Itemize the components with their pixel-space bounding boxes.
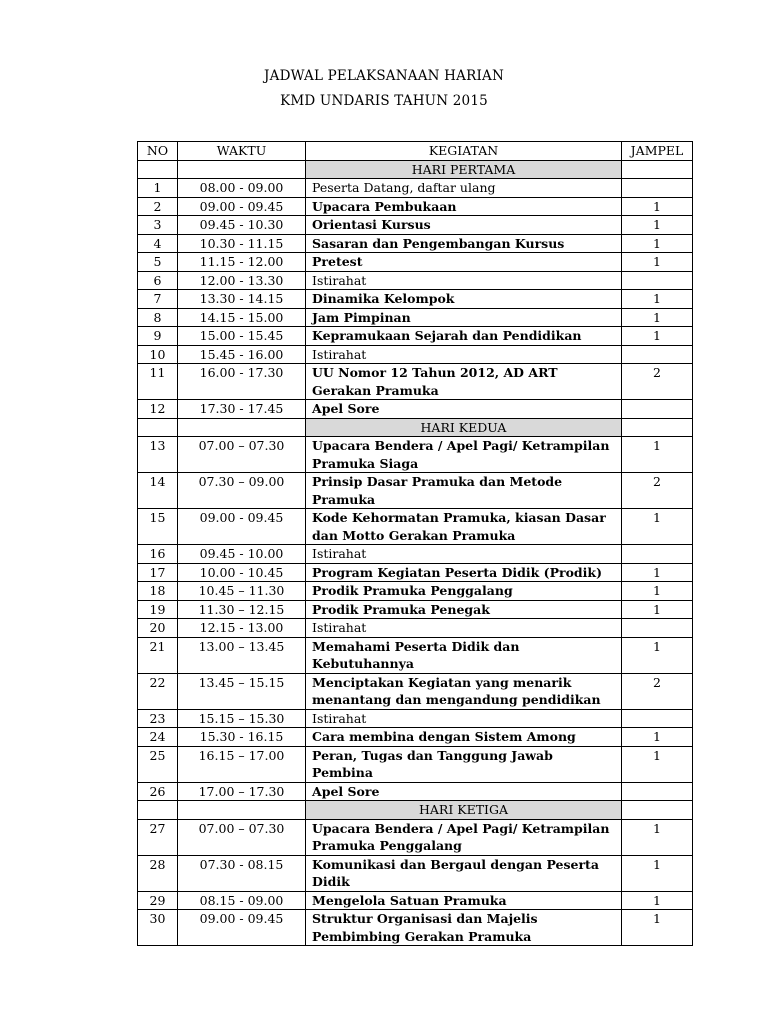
row-number: 11	[138, 364, 178, 400]
row-jampel: 1	[622, 746, 693, 782]
day-label: HARI KEDUA	[306, 418, 622, 437]
empty-cell	[622, 801, 693, 820]
row-jampel: 1	[622, 216, 693, 235]
table-row	[138, 563, 693, 582]
row-jampel: 1	[622, 582, 693, 601]
row-number: 13	[138, 437, 178, 473]
empty-cell	[178, 418, 306, 437]
row-number: 17	[138, 563, 178, 582]
row-activity: Orientasi Kursus	[306, 216, 622, 235]
row-time: 07.00 – 07.30	[178, 819, 306, 855]
header-no: NO	[138, 142, 178, 161]
row-activity: Jam Pimpinan	[306, 308, 622, 327]
row-time: 16.15 – 17.00	[178, 746, 306, 782]
row-number: 6	[138, 271, 178, 290]
row-jampel: 1	[622, 637, 693, 673]
row-jampel	[622, 271, 693, 290]
row-number: 28	[138, 855, 178, 891]
row-activity: Istirahat	[306, 545, 622, 564]
table-row	[138, 509, 693, 545]
row-number: 2	[138, 197, 178, 216]
day-header-row	[138, 801, 693, 820]
row-activity: Upacara Bendera / Apel Pagi/ Ketrampilan Pramuka Siaga	[306, 437, 622, 473]
row-activity: Upacara Bendera / Apel Pagi/ Ketrampilan Pramuka Penggalang	[306, 819, 622, 855]
row-number: 7	[138, 290, 178, 309]
table-row	[138, 782, 693, 801]
row-time: 15.00 - 15.45	[178, 327, 306, 346]
table-row	[138, 253, 693, 272]
row-activity: Apel Sore	[306, 782, 622, 801]
table-row	[138, 673, 693, 709]
table-row	[138, 216, 693, 235]
schedule-table	[137, 141, 693, 946]
row-jampel: 1	[622, 819, 693, 855]
table-row	[138, 179, 693, 198]
table-row	[138, 327, 693, 346]
table-body	[138, 160, 693, 946]
row-activity: Istirahat	[306, 619, 622, 638]
row-activity: Istirahat	[306, 345, 622, 364]
table-row	[138, 891, 693, 910]
row-jampel: 1	[622, 910, 693, 946]
empty-cell	[178, 801, 306, 820]
table-row	[138, 290, 693, 309]
row-activity: Peran, Tugas dan Tanggung Jawab Pembina	[306, 746, 622, 782]
row-number: 23	[138, 709, 178, 728]
table-row	[138, 364, 693, 400]
row-jampel: 1	[622, 437, 693, 473]
row-time: 14.15 - 15.00	[178, 308, 306, 327]
row-time: 09.00 - 09.45	[178, 910, 306, 946]
row-jampel: 1	[622, 327, 693, 346]
day-header-row	[138, 418, 693, 437]
row-jampel: 1	[622, 855, 693, 891]
row-activity: Apel Sore	[306, 400, 622, 419]
row-jampel: 1	[622, 290, 693, 309]
row-jampel	[622, 545, 693, 564]
row-activity: Mengelola Satuan Pramuka	[306, 891, 622, 910]
row-time: 15.15 – 15.30	[178, 709, 306, 728]
row-number: 21	[138, 637, 178, 673]
table-header-row	[138, 142, 693, 161]
row-activity: Cara membina dengan Sistem Among	[306, 728, 622, 747]
row-number: 8	[138, 308, 178, 327]
row-time: 12.15 - 13.00	[178, 619, 306, 638]
row-time: 15.45 - 16.00	[178, 345, 306, 364]
row-activity: Peserta Datang, daftar ulang	[306, 179, 622, 198]
row-time: 07.30 - 08.15	[178, 855, 306, 891]
row-time: 09.00 - 09.45	[178, 197, 306, 216]
empty-cell	[178, 160, 306, 179]
row-number: 18	[138, 582, 178, 601]
row-time: 16.00 - 17.30	[178, 364, 306, 400]
row-activity: Sasaran dan Pengembangan Kursus	[306, 234, 622, 253]
row-number: 29	[138, 891, 178, 910]
row-time: 12.00 - 13.30	[178, 271, 306, 290]
row-jampel	[622, 345, 693, 364]
row-time: 17.00 – 17.30	[178, 782, 306, 801]
row-time: 15.30 - 16.15	[178, 728, 306, 747]
row-time: 11.30 – 12.15	[178, 600, 306, 619]
table-row	[138, 709, 693, 728]
row-jampel	[622, 179, 693, 198]
row-number: 27	[138, 819, 178, 855]
row-time: 09.00 - 09.45	[178, 509, 306, 545]
row-activity: Prinsip Dasar Pramuka dan Metode Pramuka	[306, 473, 622, 509]
row-number: 20	[138, 619, 178, 638]
row-number: 15	[138, 509, 178, 545]
row-time: 10.30 - 11.15	[178, 234, 306, 253]
table-row	[138, 746, 693, 782]
row-number: 14	[138, 473, 178, 509]
row-activity: Program Kegiatan Peserta Didik (Prodik)	[306, 563, 622, 582]
row-time: 09.45 - 10.00	[178, 545, 306, 564]
row-jampel: 2	[622, 673, 693, 709]
row-number: 25	[138, 746, 178, 782]
row-jampel: 1	[622, 234, 693, 253]
row-activity: Istirahat	[306, 709, 622, 728]
empty-cell	[138, 801, 178, 820]
table-row	[138, 637, 693, 673]
row-number: 24	[138, 728, 178, 747]
row-number: 1	[138, 179, 178, 198]
row-time: 13.30 - 14.15	[178, 290, 306, 309]
row-number: 4	[138, 234, 178, 253]
row-jampel: 1	[622, 891, 693, 910]
row-number: 10	[138, 345, 178, 364]
row-activity: Dinamika Kelompok	[306, 290, 622, 309]
table-row	[138, 728, 693, 747]
empty-cell	[138, 160, 178, 179]
row-activity: Pretest	[306, 253, 622, 272]
row-activity: Upacara Pembukaan	[306, 197, 622, 216]
row-jampel	[622, 619, 693, 638]
row-jampel: 1	[622, 197, 693, 216]
table-row	[138, 473, 693, 509]
row-jampel: 1	[622, 563, 693, 582]
table-row	[138, 582, 693, 601]
table-row	[138, 855, 693, 891]
row-time: 13.00 – 13.45	[178, 637, 306, 673]
row-jampel	[622, 400, 693, 419]
table-row	[138, 271, 693, 290]
row-activity: Istirahat	[306, 271, 622, 290]
day-label: HARI KETIGA	[306, 801, 622, 820]
row-jampel: 2	[622, 364, 693, 400]
row-jampel: 1	[622, 509, 693, 545]
row-activity: Menciptakan Kegiatan yang menarik menantang dan mengandung pendidikan	[306, 673, 622, 709]
row-number: 3	[138, 216, 178, 235]
row-number: 30	[138, 910, 178, 946]
row-jampel	[622, 709, 693, 728]
row-jampel: 1	[622, 600, 693, 619]
table-row	[138, 308, 693, 327]
row-number: 5	[138, 253, 178, 272]
row-activity: Kepramukaan Sejarah dan Pendidikan	[306, 327, 622, 346]
row-number: 16	[138, 545, 178, 564]
header-jampel: JAMPEL	[622, 142, 693, 161]
row-activity: Prodik Pramuka Penggalang	[306, 582, 622, 601]
row-jampel: 1	[622, 253, 693, 272]
day-label: HARI PERTAMA	[306, 160, 622, 179]
row-activity: Prodik Pramuka Penegak	[306, 600, 622, 619]
row-time: 17.30 - 17.45	[178, 400, 306, 419]
table-row	[138, 819, 693, 855]
table-row	[138, 345, 693, 364]
row-number: 26	[138, 782, 178, 801]
header-kegiatan: KEGIATAN	[306, 142, 622, 161]
row-jampel: 1	[622, 728, 693, 747]
row-jampel: 1	[622, 308, 693, 327]
table-row	[138, 197, 693, 216]
row-number: 9	[138, 327, 178, 346]
table-row	[138, 619, 693, 638]
row-time: 13.45 – 15.15	[178, 673, 306, 709]
row-activity: Kode Kehormatan Pramuka, kiasan Dasar dan Motto Gerakan Pramuka	[306, 509, 622, 545]
header-waktu: WAKTU	[178, 142, 306, 161]
row-number: 22	[138, 673, 178, 709]
table-row	[138, 545, 693, 564]
empty-cell	[622, 418, 693, 437]
row-time: 08.00 - 09.00	[178, 179, 306, 198]
document-subtitle: KMD UNDARIS TAHUN 2015	[280, 93, 488, 109]
row-jampel: 2	[622, 473, 693, 509]
empty-cell	[138, 418, 178, 437]
row-time: 07.00 – 07.30	[178, 437, 306, 473]
row-activity: Memahami Peserta Didik dan Kebutuhannya	[306, 637, 622, 673]
day-header-row	[138, 160, 693, 179]
table-row	[138, 400, 693, 419]
table-row	[138, 910, 693, 946]
row-time: 10.45 – 11.30	[178, 582, 306, 601]
empty-cell	[622, 160, 693, 179]
table-row	[138, 437, 693, 473]
row-activity: UU Nomor 12 Tahun 2012, AD ART Gerakan Pramuka	[306, 364, 622, 400]
row-activity: Struktur Organisasi dan Majelis Pembimbing Gerakan Pramuka	[306, 910, 622, 946]
table-row	[138, 234, 693, 253]
document-title: JADWAL PELAKSANAAN HARIAN	[264, 68, 504, 84]
row-time: 11.15 - 12.00	[178, 253, 306, 272]
row-activity: Komunikasi dan Bergaul dengan Peserta Didik	[306, 855, 622, 891]
row-jampel	[622, 782, 693, 801]
row-time: 09.45 - 10.30	[178, 216, 306, 235]
row-time: 07.30 – 09.00	[178, 473, 306, 509]
row-time: 08.15 - 09.00	[178, 891, 306, 910]
row-number: 12	[138, 400, 178, 419]
table-row	[138, 600, 693, 619]
row-time: 10.00 - 10.45	[178, 563, 306, 582]
row-number: 19	[138, 600, 178, 619]
